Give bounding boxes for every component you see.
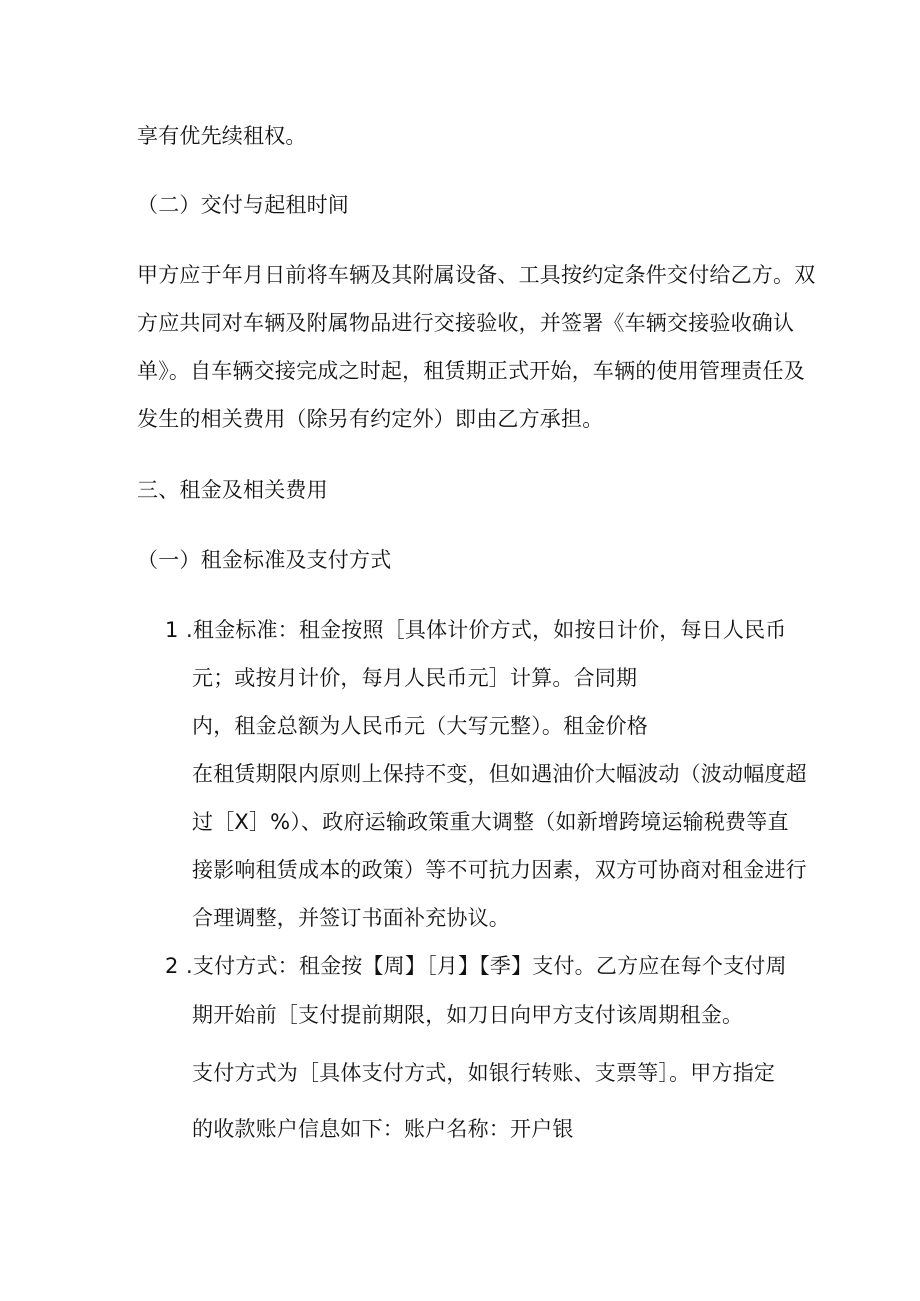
- text-line: 期开始前［支付提前期限，如刀日向甲方支付该周期租金。: [192, 1003, 744, 1027]
- text-line: 支付方式为［具体支付方式，如银行转账、支票等］。甲方指定: [192, 1061, 776, 1085]
- text-line: 过［X］%）、政府运输政策重大调整（如新增跨境运输税费等直: [192, 810, 789, 834]
- text-line: .租金标准：租金按照［具体计价方式，如按日计价，每日人民币: [186, 618, 787, 642]
- text-line: 在租赁期限内原则上保持不变，但如遇油价大幅波动（波动幅度超: [192, 762, 807, 786]
- text-line: 发生的相关费用（除另有约定外）即由乙方承担。: [137, 407, 604, 431]
- text-line: 合理调整，并签订书面补充协议。: [192, 906, 510, 930]
- text-line: 内，租金总额为人民币元（大写元整）。租金价格: [192, 714, 648, 738]
- list-item-number: 2: [165, 954, 179, 978]
- list-item-number: 1: [165, 618, 179, 642]
- text-line: 甲方应于年月日前将车辆及其附属设备、工具按约定条件交付给乙方。双: [137, 263, 816, 287]
- paragraph-continuation: 享有优先续租权。: [137, 124, 307, 148]
- text-line: 的收款账户信息如下：账户名称：开户银: [192, 1117, 574, 1141]
- text-line: 方应共同对车辆及附属物品进行交接验收，并签署《车辆交接验收确认: [137, 311, 795, 335]
- text-line: 单》。自车辆交接完成之时起，租赁期正式开始，车辆的使用管理责任及: [137, 359, 805, 383]
- section-heading-3: 三、租金及相关费用: [137, 478, 328, 502]
- section-heading-3-1: （一）租金标准及支付方式: [137, 548, 392, 572]
- text-line: 元；或按月计价，每月人民币元］计算。合同期: [192, 666, 638, 690]
- text-line: 接影响租赁成本的政策）等不可抗力因素，双方可协商对租金进行: [192, 858, 807, 882]
- text-line: .支付方式：租金按【周】［月】【季】支付。乙方应在每个支付周: [186, 954, 787, 978]
- section-heading-2-2: （二）交付与起租时间: [137, 193, 349, 217]
